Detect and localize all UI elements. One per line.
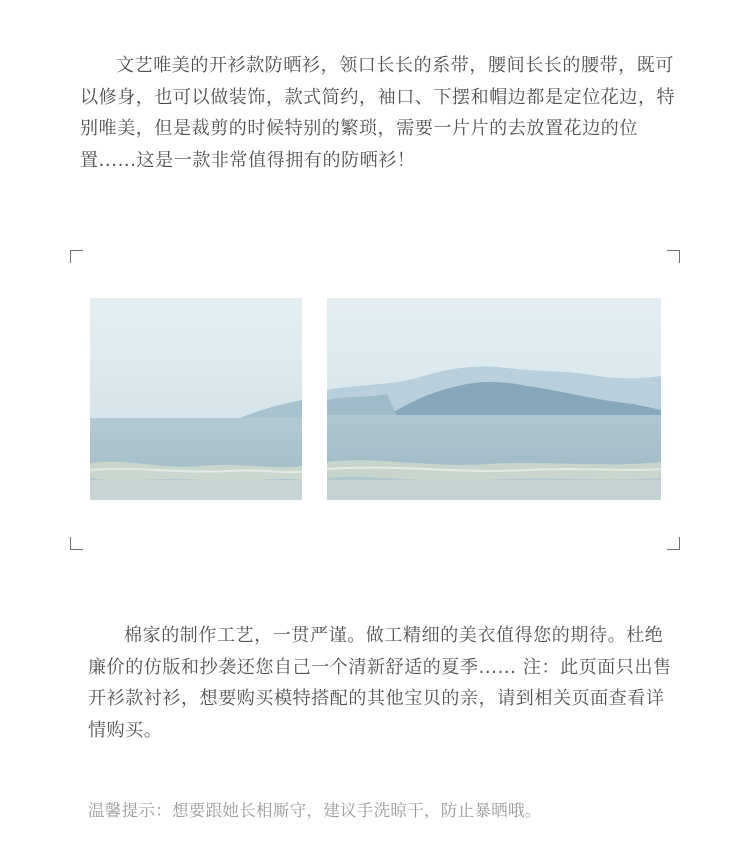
description-paragraph: 文艺唯美的开衫款防晒衫，领口长长的系带，腰间长长的腰带，既可以修身，也可以做装饰，款式简约，袖口、下摆和帽边都是定位花边，特别唯美，但是裁剪的时候特别的繁琐，需要一片片的去放置花边的位置......这是一款非常值得拥有的防晒衫！ xyxy=(80,55,676,171)
sea-horizon-photo xyxy=(90,298,302,500)
corner-mark-top-right xyxy=(667,250,680,263)
corner-mark-bottom-right xyxy=(667,537,680,550)
craft-paragraph: 棉家的制作工艺，一贯严谨。做工精细的美衣值得您的期待。杜绝廉价的仿版和抄袭还您自己一个清新舒适的夏季...... 注：此页面只出售开衫款衬衫，想要购买模特搭配的其他宝贝的亲，请到相关页面查看详情购买。 xyxy=(88,625,672,741)
sea-mountains-photo xyxy=(327,298,661,500)
corner-mark-bottom-left xyxy=(70,537,83,550)
corner-mark-top-left xyxy=(70,250,83,263)
care-tip: 温馨提示：想要跟她长相厮守，建议手洗晾干，防止暴晒哦。 xyxy=(88,800,542,820)
